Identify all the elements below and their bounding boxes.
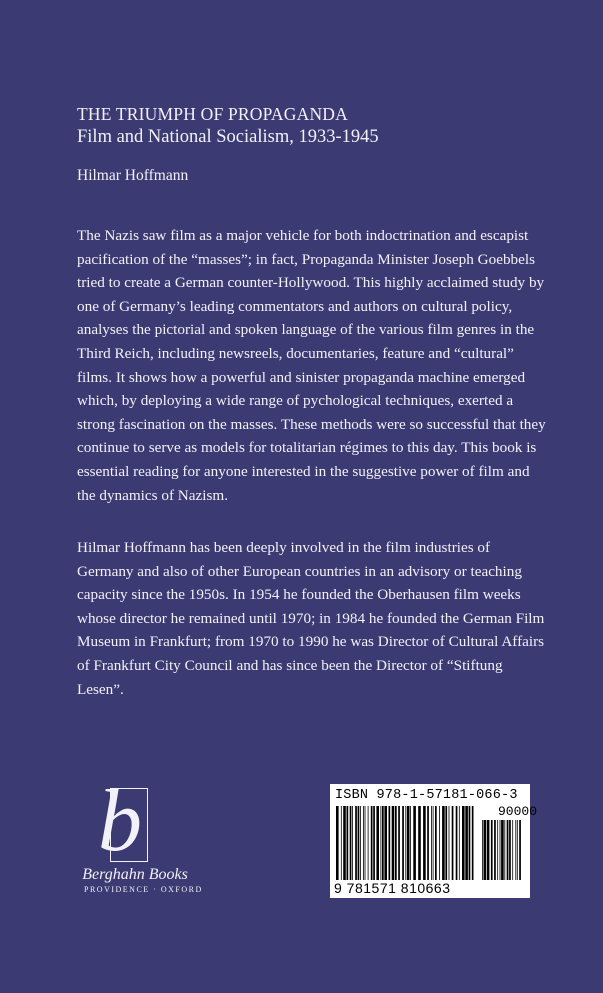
barcode-bar <box>469 806 471 880</box>
barcode-bar <box>381 806 382 880</box>
barcode-bar <box>472 806 474 880</box>
barcode-bar <box>433 806 434 880</box>
barcode-bar <box>512 820 513 880</box>
isbn-text: ISBN 978-1-57181-066-3 <box>335 788 518 803</box>
barcode-bars-main <box>336 806 474 880</box>
barcode-bar <box>497 820 498 880</box>
barcode-bar <box>355 806 357 880</box>
author-bio: Hilmar Hoffmann has been deeply involved in the film industries of Germany and also of other European countries in an advisory or teaching capacity since the 1950s. In 1954 he founded the Oberhausen film weeks whose director he remained until 1970; in 1984 he founded the German Film Museum in Frankfurt; from 1970 to 1990 he was Director of Cultural Affairs of Frankfurt City Council and has since been the Director of “Stiftung Lesen”. <box>77 539 545 698</box>
barcode-bar <box>435 806 437 880</box>
barcode-bar <box>341 806 342 880</box>
barcode-bar <box>509 820 511 880</box>
barcode-bar <box>459 806 460 880</box>
barcode-bar <box>402 806 404 880</box>
barcode-bar <box>343 806 346 880</box>
book-subtitle: Film and National Socialism, 1933-1945 <box>77 127 379 147</box>
barcode-bar <box>360 806 361 880</box>
logo-letter: b <box>98 773 142 870</box>
book-author: Hilmar Hoffmann <box>77 167 189 184</box>
barcode <box>330 784 538 898</box>
barcode-bar <box>482 820 483 880</box>
barcode-bar <box>407 806 410 880</box>
barcode-bar <box>410 806 411 880</box>
barcode-bar <box>413 806 416 880</box>
book-title: THE TRIUMPH OF PROPAGANDA <box>77 104 348 124</box>
barcode-bar <box>484 820 487 880</box>
barcode-bar <box>519 820 521 880</box>
barcode-bar <box>445 806 447 880</box>
barcode-bar <box>423 806 426 880</box>
barcode-bar <box>384 806 387 880</box>
barcode-bar <box>517 820 518 880</box>
barcode-bar <box>336 806 339 880</box>
barcode-bar <box>442 806 445 880</box>
barcode-bar <box>504 820 505 880</box>
barcode-bar <box>465 806 468 880</box>
barcode-bar <box>395 806 397 880</box>
barcode-bar <box>373 806 375 880</box>
barcode-bar <box>358 806 360 880</box>
barcode-bar <box>371 806 373 880</box>
barcode-bar <box>389 806 391 880</box>
barcode-bar <box>418 806 421 880</box>
publisher-locations: PROVIDENCE · OXFORD <box>84 885 203 894</box>
barcode-bar <box>500 820 501 880</box>
barcode-bar <box>501 820 504 880</box>
barcode-bar <box>491 820 493 880</box>
barcode-bar <box>427 806 429 880</box>
publisher-name: Berghahn Books <box>82 866 188 883</box>
barcode-bar <box>363 806 364 880</box>
barcode-bar <box>462 806 465 880</box>
barcode-bar <box>365 806 366 880</box>
barcode-bar <box>494 820 496 880</box>
ean-digits: 9 781571 810663 <box>334 880 451 896</box>
barcode-bar <box>449 806 450 880</box>
barcode-bar <box>398 806 400 880</box>
barcode-bar <box>376 806 379 880</box>
barcode-bar <box>350 806 352 880</box>
barcode-bar <box>405 806 406 880</box>
barcode-bars-addon <box>482 820 524 880</box>
barcode-bar <box>347 806 349 880</box>
barcode-bar <box>515 820 516 880</box>
barcode-bar <box>368 806 369 880</box>
barcode-bar <box>456 806 458 880</box>
barcode-bar <box>352 806 353 880</box>
book-description: The Nazis saw film as a major vehicle for both indoctrination and escapist pacification of the “masses”; in fact, Propaganda Minister Joseph Goebbels tried to create a German counter-Hollywood. This highly acclaimed study by one of Germany’s leading commentators and authors on cultural policy, analyses the pictorial and spoken language of the various film genres in the Third Reich, including newsreels, documentaries, feature and “cultural” films. It shows how a powerful and sinister propaganda machine emerged which, by deploying a wide range of pychological techniques, exerted a strong fascination on the masses. These methods were so successful that they continue to serve as models for totalitarian régimes to this day. This book is essential reading for anyone interested in the suggestive power of film and the dynamics of Nazism. <box>77 227 546 504</box>
barcode-bar <box>439 806 440 880</box>
publisher-logo <box>80 773 203 900</box>
barcode-bar <box>452 806 454 880</box>
barcode-bar <box>431 806 432 880</box>
price-code: 90000 <box>498 804 538 819</box>
barcode-bar <box>382 806 384 880</box>
barcode-bar <box>507 820 509 880</box>
barcode-bar <box>392 806 395 880</box>
barcode-bar <box>487 820 490 880</box>
